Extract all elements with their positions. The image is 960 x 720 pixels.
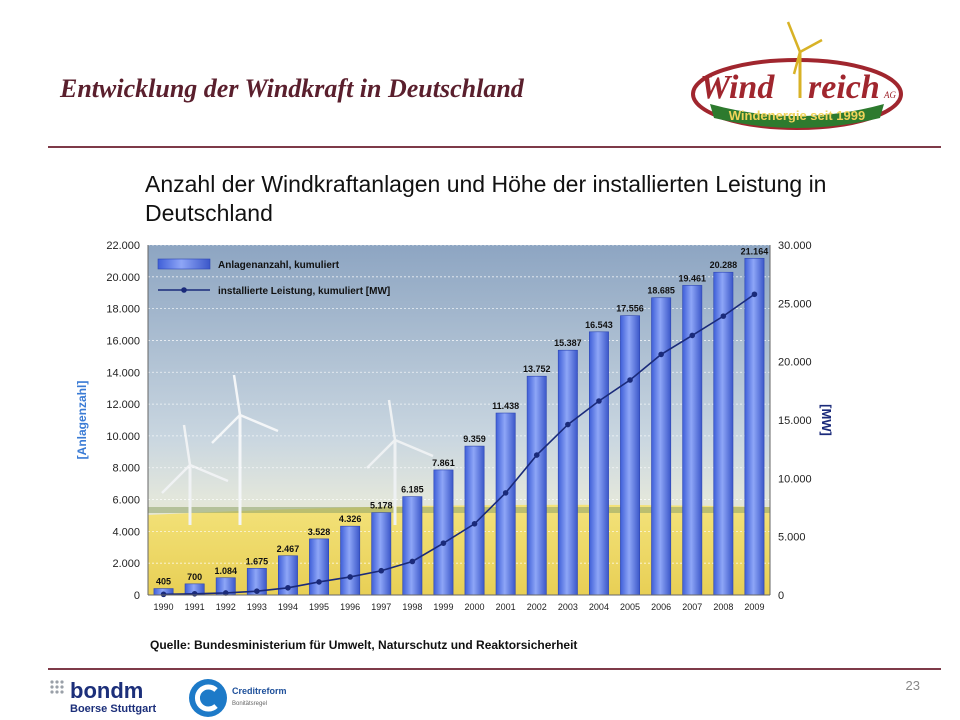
line-point — [627, 377, 633, 383]
x-tick-label: 2005 — [620, 602, 641, 612]
line-point — [410, 559, 416, 565]
chart-heading: Anzahl der Windkraftanlagen und Höhe der installierten Leistung in Deutschland — [145, 171, 827, 226]
page-number: 23 — [905, 678, 920, 693]
y-tick-label: 18.000 — [106, 303, 140, 316]
legend-line-marker — [181, 287, 187, 293]
y2-tick-label: 0 — [778, 590, 785, 602]
bar — [341, 526, 360, 595]
x-tick-label: 2000 — [464, 602, 485, 612]
chart — [60, 235, 850, 625]
x-tick-label: 2004 — [588, 602, 609, 612]
line-point — [161, 592, 167, 598]
y-axis-label: [Anlagenzahl] — [75, 380, 89, 460]
y-tick-label: 2.000 — [112, 558, 140, 571]
bar-value-label: 13.752 — [522, 364, 551, 375]
y2-tick-label: 25.000 — [778, 298, 812, 311]
x-tick-label: 1990 — [153, 602, 174, 612]
line-point — [689, 333, 695, 339]
bar-value-label: 7.861 — [432, 457, 455, 468]
bar — [465, 446, 484, 595]
x-tick-label: 2001 — [495, 602, 516, 612]
x-tick-label: 2002 — [526, 602, 547, 612]
y2-tick-label: 5.000 — [778, 531, 806, 544]
bar-value-label: 15.387 — [554, 338, 582, 349]
bar-value-label: 21.164 — [740, 246, 769, 257]
line-point — [316, 579, 322, 585]
bar-value-label: 11.438 — [492, 401, 520, 412]
bondm-logo — [48, 676, 178, 718]
bar-value-label: 2.467 — [276, 543, 300, 554]
x-tick-label: 1992 — [215, 602, 236, 612]
x-tick-label: 1996 — [340, 602, 361, 612]
bar-value-label: 18.685 — [647, 285, 675, 296]
x-tick-label: 1991 — [184, 602, 205, 612]
logo-tagline: Windenergie seit 1999 — [728, 108, 866, 123]
logo-brand-right: reich — [808, 69, 880, 106]
bondm-sub: Boerse Stuttgart — [70, 703, 157, 715]
y-tick-label: 10.000 — [106, 430, 140, 443]
line-point — [658, 352, 664, 358]
x-tick-label: 1993 — [246, 602, 267, 612]
bar — [558, 350, 577, 595]
y-tick-label: 6.000 — [112, 494, 140, 507]
bar — [434, 470, 453, 595]
logo-brand-left: Wind — [700, 69, 775, 106]
bondm-name: bondm — [70, 678, 144, 703]
source-note: Quelle: Bundesministerium für Umwelt, Naturschutz und Reaktorsicherheit — [150, 638, 578, 652]
line-point — [192, 591, 198, 597]
x-tick-label: 2007 — [682, 602, 703, 612]
legend-bar-swatch — [158, 259, 210, 269]
y2-tick-label: 15.000 — [778, 415, 812, 427]
x-tick-label: 1997 — [371, 602, 392, 612]
x-tick-label: 1995 — [309, 602, 330, 612]
bar-value-label: 17.556 — [616, 303, 644, 314]
creditreform-sub: Bonitätsregel — [232, 701, 268, 707]
footer-rule — [48, 668, 941, 670]
bar-value-label: 16.543 — [585, 319, 613, 330]
y-tick-label: 0 — [133, 590, 140, 602]
y-tick-label: 16.000 — [106, 335, 140, 348]
line-point — [441, 540, 447, 546]
bar — [589, 332, 608, 595]
bar — [527, 376, 546, 595]
line-point — [565, 422, 571, 428]
x-tick-label: 2009 — [744, 602, 765, 612]
chart-background-photo — [148, 245, 770, 595]
bar-value-label: 405 — [156, 576, 172, 587]
line-point — [534, 452, 540, 458]
bar — [652, 298, 671, 595]
y-tick-label: 8.000 — [112, 462, 140, 475]
x-tick-label: 2003 — [557, 602, 578, 612]
y-tick-label: 12.000 — [106, 399, 140, 412]
line-point — [596, 398, 602, 404]
line-point — [378, 568, 384, 574]
dots-icon — [50, 680, 63, 693]
creditreform-name: Creditreform — [232, 686, 287, 696]
bar-value-label: 19.461 — [678, 273, 707, 284]
y-tick-label: 22.000 — [106, 240, 140, 252]
bar — [745, 258, 764, 595]
y2-tick-label: 20.000 — [778, 356, 812, 369]
line-point — [285, 585, 291, 591]
bar — [620, 316, 639, 595]
bar — [309, 539, 328, 595]
bar — [403, 497, 422, 595]
x-tick-label: 1999 — [433, 602, 454, 612]
y-tick-label: 20.000 — [106, 271, 140, 284]
header-rule — [48, 146, 941, 148]
y-tick-label: 4.000 — [112, 526, 140, 539]
line-point — [752, 291, 758, 297]
slide-title: Entwicklung der Windkraft in Deutschland — [60, 74, 524, 103]
bar-value-label: 700 — [187, 571, 203, 582]
line-point — [503, 490, 509, 496]
x-tick-label: 1998 — [402, 602, 423, 612]
bar-value-label: 5.178 — [369, 500, 393, 511]
logo-suffix: AG — [884, 90, 896, 100]
bar-value-label: 3.528 — [307, 526, 331, 537]
bar-value-label: 20.288 — [709, 260, 738, 271]
bar — [496, 413, 515, 595]
x-tick-label: 1994 — [277, 602, 298, 612]
x-tick-label: 2006 — [651, 602, 672, 612]
bar-value-label: 1.675 — [245, 556, 269, 567]
line-point — [347, 574, 353, 580]
x-tick-label: 2008 — [713, 602, 734, 612]
bar-value-label: 4.326 — [338, 514, 362, 525]
legend-bar-label: Anlagenanzahl, kumuliert — [218, 260, 340, 271]
y2-axis-label: [MW] — [819, 404, 834, 436]
creditreform-logo — [188, 676, 288, 720]
y2-tick-label: 30.000 — [778, 240, 812, 252]
line-point — [254, 588, 260, 594]
y-tick-label: 14.000 — [106, 367, 140, 380]
y2-tick-label: 10.000 — [778, 473, 812, 486]
bar-value-label: 6.185 — [401, 484, 424, 495]
line-point — [721, 313, 727, 319]
line-point — [472, 521, 478, 527]
bar-value-label: 1.084 — [214, 565, 238, 576]
windreich-logo — [688, 18, 906, 130]
bar — [372, 513, 391, 595]
legend-line-label: installierte Leistung, kumuliert [MW] — [218, 286, 391, 297]
bar-value-label: 9.359 — [463, 434, 486, 445]
